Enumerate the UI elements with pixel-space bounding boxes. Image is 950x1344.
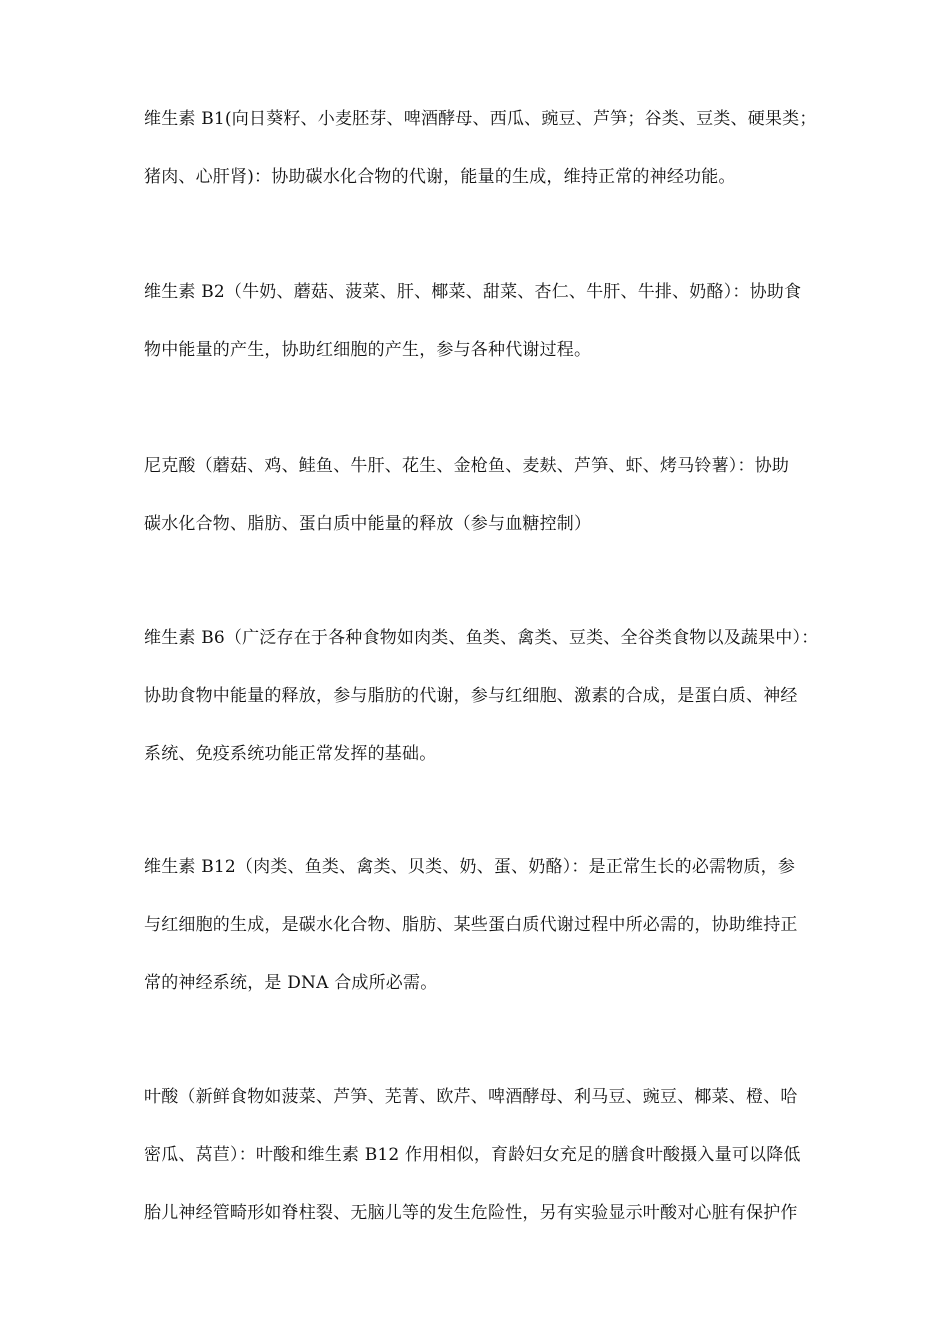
text-line: 维生素 B12（肉类、鱼类、禽类、贝类、奶、蛋、奶酪）：是正常生长的必需物质，参: [144, 857, 796, 877]
text-line: 协助食物中能量的释放，参与脂肪的代谢，参与红细胞、激素的合成，是蛋白质、神经: [144, 686, 798, 706]
text-line: 物中能量的产生，协助红细胞的产生，参与各种代谢过程。: [144, 340, 592, 360]
text-line: 与红细胞的生成，是碳水化合物、脂肪、某些蛋白质代谢过程中所必需的，协助维持正: [144, 915, 798, 935]
text-line: 猪肉、心肝肾)：协助碳水化合物的代谢，能量的生成，维持正常的神经功能。: [144, 167, 736, 187]
paragraph-vitamin-b2: [144, 278, 884, 364]
text-line: 叶酸（新鲜食物如菠菜、芦笋、芜菁、欧芹、啤酒酵母、利马豆、豌豆、椰菜、橙、哈: [144, 1087, 798, 1107]
paragraph-niacin: [144, 452, 884, 538]
text-line: 常的神经系统，是 DNA 合成所必需。: [144, 973, 438, 993]
text-line: 尼克酸（蘑菇、鸡、鲑鱼、牛肝、花生、金枪鱼、麦麸、芦笋、虾、烤马铃薯）：协助: [144, 456, 790, 476]
text-line: 维生素 B2（牛奶、蘑菇、菠菜、肝、椰菜、甜菜、杏仁、牛肝、牛排、奶酪）：协助食: [144, 282, 802, 302]
text-line: 系统、免疫系统功能正常发挥的基础。: [144, 744, 437, 764]
paragraph-vitamin-b12: [144, 853, 884, 997]
paragraph-folic-acid: [144, 1083, 884, 1227]
text-line: 维生素 B1(向日葵籽、小麦胚芽、啤酒酵母、西瓜、豌豆、芦笋；谷类、豆类、硬果类；: [144, 109, 817, 129]
text-line: 碳水化合物、脂肪、蛋白质中能量的释放（参与血糖控制）: [144, 514, 592, 534]
text-line: 胎儿神经管畸形如脊柱裂、无脑儿等的发生危险性，另有实验显示叶酸对心脏有保护作: [144, 1203, 798, 1223]
paragraph-vitamin-b1: [144, 105, 884, 191]
paragraph-vitamin-b6: [144, 624, 884, 768]
text-line: 密瓜、莴苣）：叶酸和维生素 B12 作用相似，育龄妇女充足的膳食叶酸摄入量可以降低: [144, 1145, 801, 1165]
text-line: 维生素 B6（广泛存在于各种食物如肉类、鱼类、禽类、豆类、全谷类食物以及蔬果中）：: [144, 628, 819, 648]
